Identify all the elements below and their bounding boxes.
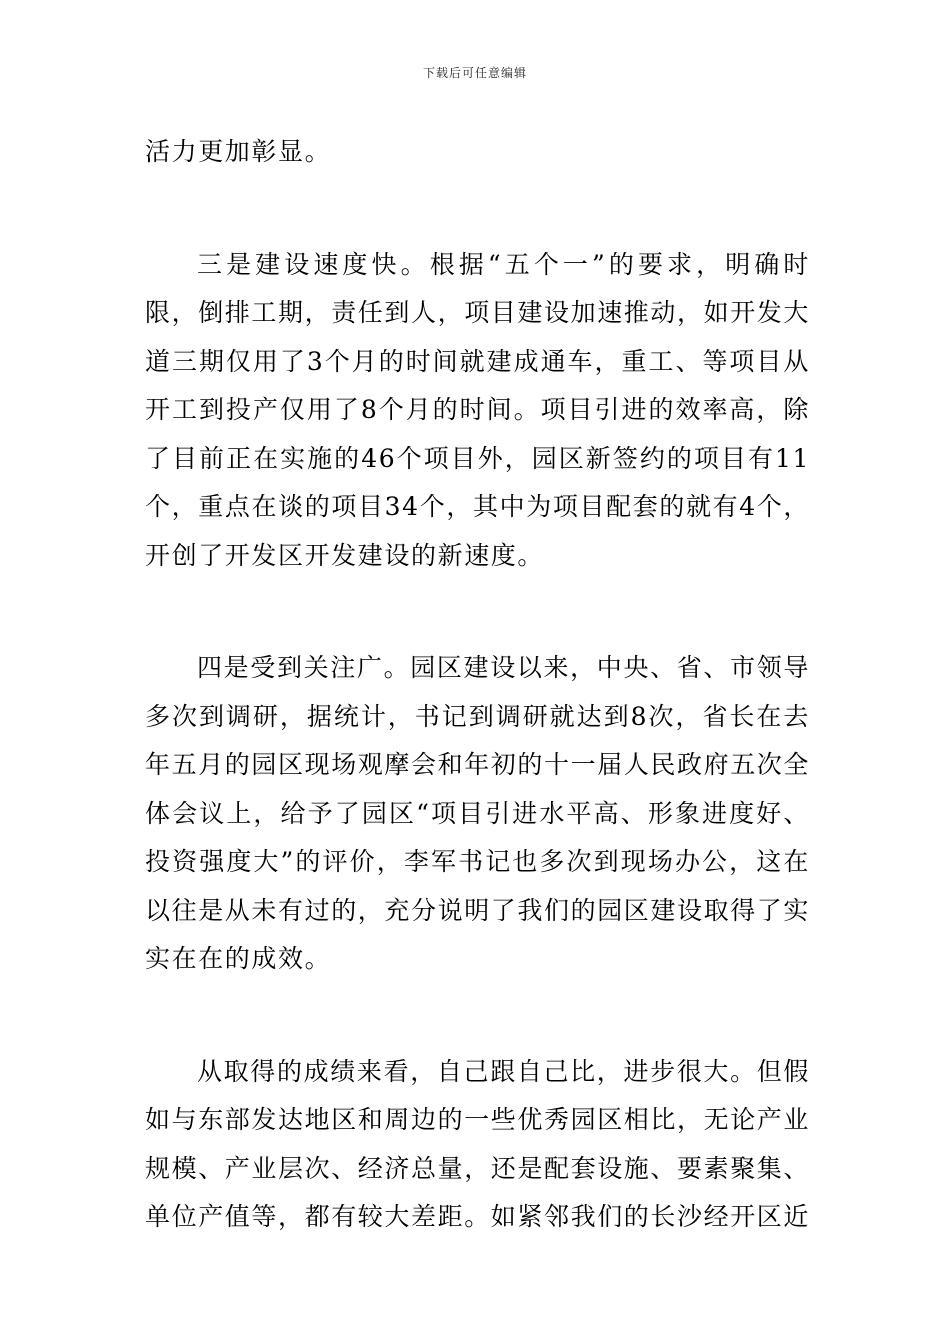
paragraph-1: 活力更加彰显。 (145, 137, 332, 166)
paragraph-4: 从取得的成绩来看，自己跟自己比，进步很大。但假如与东部发达地区和周边的一些优秀园区相比，无论产业规模、产业层次、经济总量，还是配套设施、要素聚集、单位产值等，都有较大差距。如紧邻我们的长沙经开区近 (145, 1056, 811, 1231)
paragraph-gap (145, 177, 810, 241)
header-note: 下载后可任意编辑 (422, 66, 527, 80)
paragraph-gap (145, 580, 810, 644)
paragraph-2: 三是建设速度快。根据“五个一”的要求，明确时限，倒排工期，责任到人，项目建设加速推动，如开发大道三期仅用了3个月的时间就建成通车，重工、等项目从开工到投产仅用了8个月的时间。项目引进的效率高，除了目前正在实施的46个项目外，园区新签约的项目有11个，重点在谈的项目34个，其中为项目配套的就有4个，开创了开发区开发建设的新速度。 (145, 249, 811, 570)
document-body (145, 128, 810, 1242)
paragraph-gap (145, 984, 810, 1048)
paragraph-3: 四是受到关注广。园区建设以来，中央、省、市领导多次到调研，据统计，书记到调研就达到8次，省长在去年五月的园区现场观摩会和年初的十一届人民政府五次全体会议上，给予了园区“项目引进水平高、形象进度好、投资强度大”的评价，李军书记也多次到现场办公，这在以往是从未有过的，充分说明了我们的园区建设取得了实实在在的成效。 (145, 653, 811, 973)
